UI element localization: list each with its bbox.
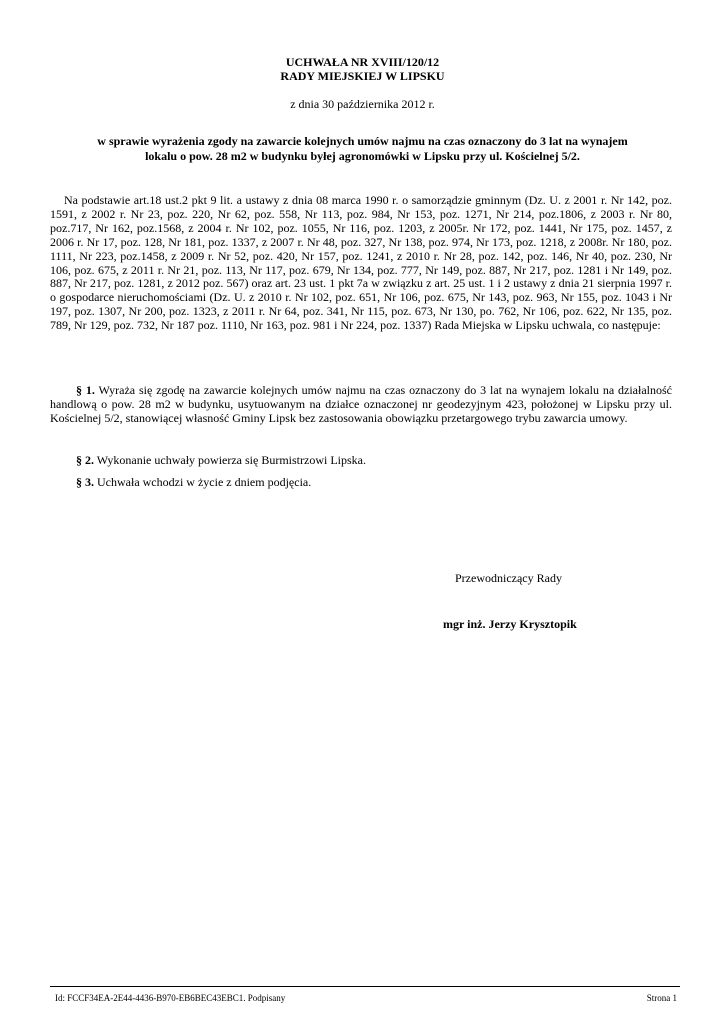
signatory-title: Przewodniczący Rady: [455, 571, 562, 585]
paragraph-1-text: Wyraża się zgodę na zawarcie kolejnych umów najmu na czas oznaczony do 3 lat na wynajem lokalu na działalność handlową o pow. 28 m2 w budynku, usytuowanym na działce oznaczonej nr geodezyjnym 423, położonej w Lipsku przy ul. Kościelnej 5/2, stanowiącej własność Gminy Lipsk bez zastosowania obowiązku przetargowego trybu zawarcia umowy.: [50, 383, 672, 425]
paragraph-3-number: § 3.: [76, 475, 94, 489]
paragraph-1-number: § 1.: [76, 383, 95, 397]
paragraph-1: [50, 384, 672, 426]
footer-divider: [50, 986, 680, 987]
resolution-title: [50, 55, 675, 83]
footer-page-number: Strona 1: [646, 993, 677, 1003]
paragraph-2-number: § 2.: [76, 453, 94, 467]
title-line-2: RADY MIEJSKIEJ W LIPSKU: [280, 69, 445, 83]
paragraph-2-text: Wykonanie uchwały powierza się Burmistrzowi Lipska.: [94, 453, 366, 467]
resolution-subject: [50, 134, 675, 164]
signatory-name: mgr inż. Jerzy Krysztopik: [443, 617, 577, 631]
subject-line-2: lokalu o pow. 28 m2 w budynku byłej agronomówki w Lipsku przy ul. Kościelnej 5/2.: [145, 149, 580, 163]
title-line-1: UCHWAŁA NR XVIII/120/12: [285, 55, 440, 69]
footer-document-id: Id: FCCF34EA-2E44-4436-B970-EB6BEC43EBC1. Podpisany: [55, 993, 286, 1003]
paragraph-3-text: Uchwała wchodzi w życie z dniem podjęcia.: [94, 475, 312, 489]
subject-line-1: w sprawie wyrażenia zgody na zawarcie kolejnych umów najmu na czas oznaczony do 3 lat na wynajem: [97, 134, 628, 148]
resolution-date: z dnia 30 października 2012 r.: [290, 97, 435, 111]
paragraph-2: [50, 454, 672, 468]
preamble-paragraph: Na podstawie art.18 ust.2 pkt 9 lit. a ustawy z dnia 08 marca 1990 r. o samorządzie gminnym (Dz. U. z 2001 r. Nr 142, poz. 1591, z 2002 r. Nr 23, poz. 220, Nr 62, poz. 558, Nr 113, poz. 984, Nr 153, poz. 1271, Nr 214, poz.1806, z 2003 r. Nr 80, poz.717, Nr 162, poz.1568, z 2004 r. Nr 102, poz. 1055, Nr 116, poz. 1203, z 2005r. Nr 172, poz. 1441, Nr 175, poz. 1457, z 2006 r. Nr 17, poz. 128, Nr 181, poz. 1337, z 2007 r. Nr 48, poz. 327, Nr 138, poz. 974, Nr 173, poz. 1218, z 2008r. Nr 180, poz. 1111, Nr 223, poz.1458, z 2009 r. Nr 52, poz. 420, Nr 157, poz. 1241, z 2010 r. Nr 28, poz. 142, poz. 146, Nr 40, poz. 230, Nr 106, poz. 675, z 2011 r. Nr 21, poz. 113, Nr 117, poz. 679, Nr 134, poz. 777, Nr 149, poz. 887, Nr 217, poz. 1281 i Nr 149, poz. 887, Nr 217, poz. 1281, z 2012 poz. 567) oraz art. 23 ust. 1 pkt 7a w związku z art. 25 ust. 1 i 2 ustawy z dnia 21 sierpnia 1997 r. o gospodarce nieruchomościami (Dz. U. z 2010 r. Nr 102, poz. 651, Nr 106, poz. 675, Nr 143, poz. 963, Nr 155, poz. 1043 i Nr 197, poz. 1307, Nr 200, poz. 1323, z 2011 r. Nr 64, poz. 341, Nr 115, poz. 673, Nr 130, po. 762, Nr 106, poz. 622, Nr 135, poz. 789, Nr 129, poz. 732, Nr 187 poz. 1110, Nr 163, poz. 981 i Nr 224, poz. 1337) Rada Miejska w Lipsku uchwala, co następuje:: [50, 193, 672, 333]
paragraph-3: [50, 476, 672, 490]
